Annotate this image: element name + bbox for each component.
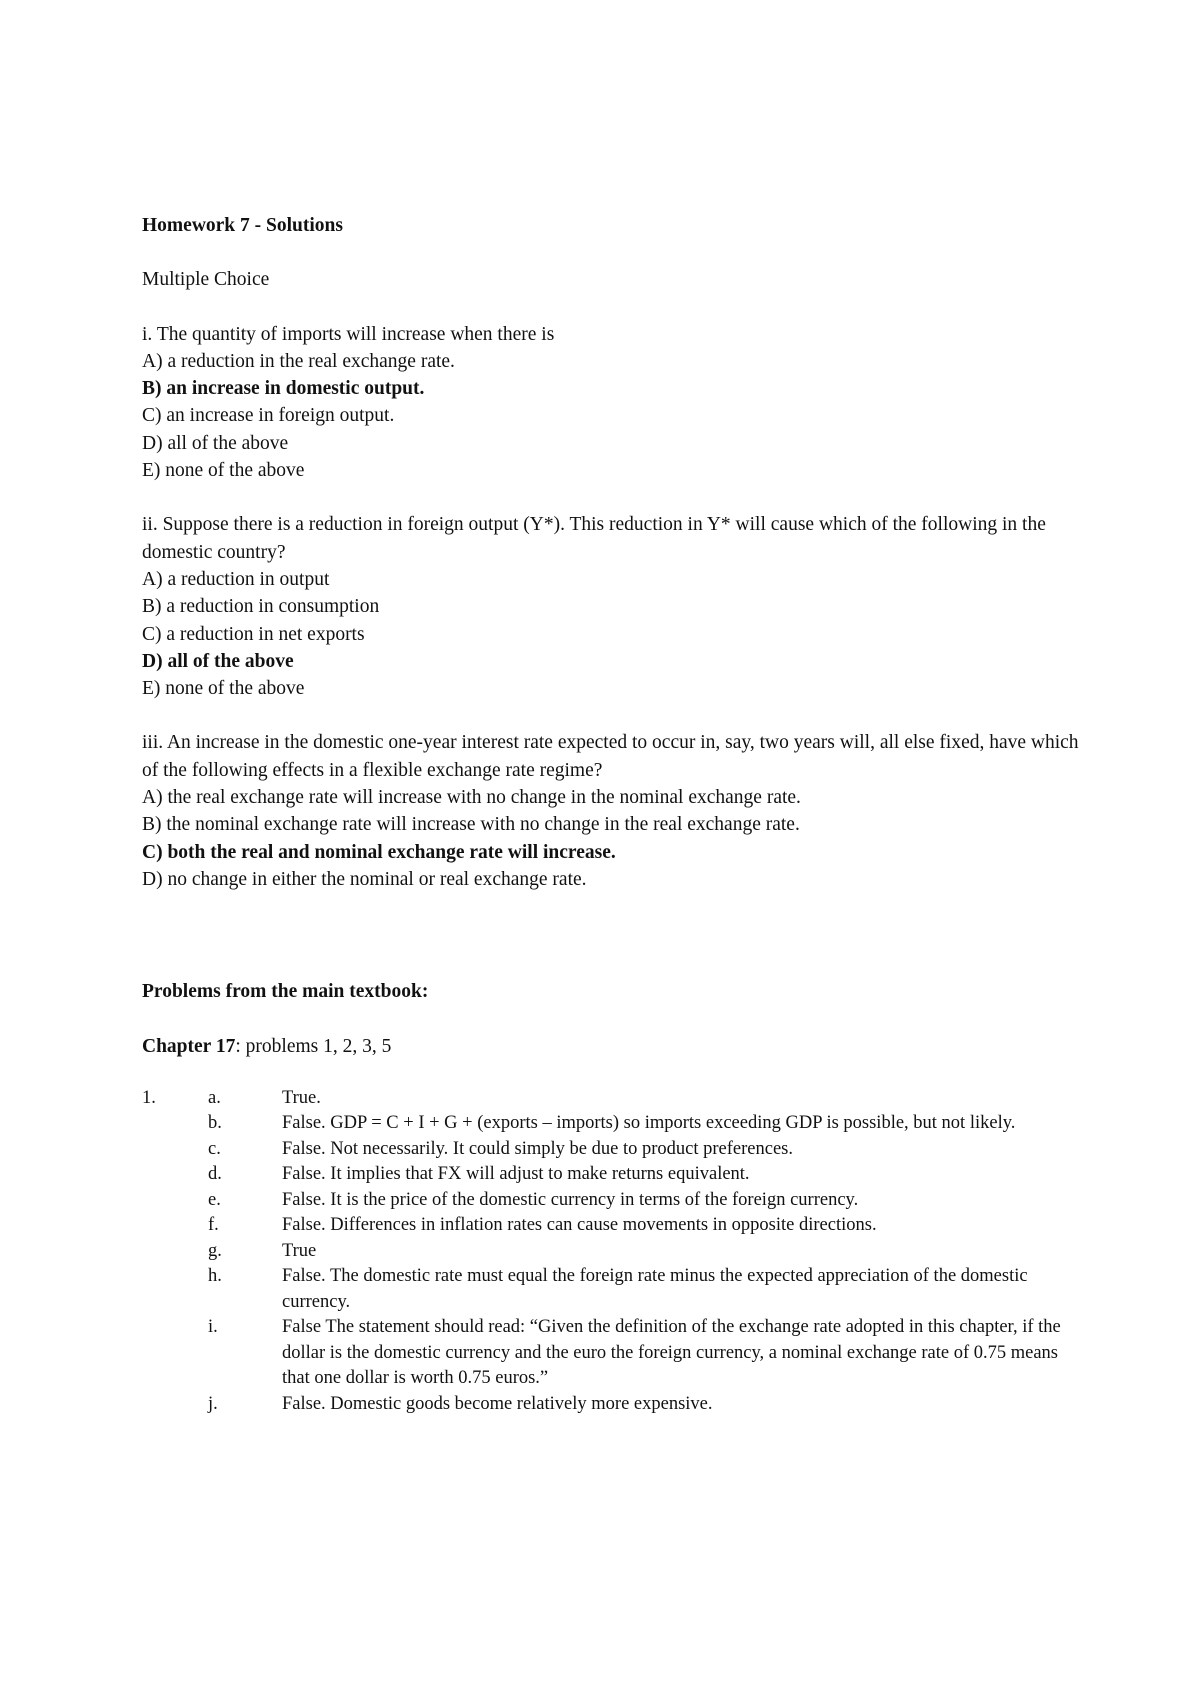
chapter-problems: : problems 1, 2, 3, 5: [235, 1035, 392, 1057]
answer-text: False The statement should read: “Given the definition of the exchange rate adopted in this chapter, if the dollar is the domestic currency and the euro the foreign currency, a nominal exchange rate of 0.75 means that one dollar is worth 0.75 euros.”: [282, 1317, 1061, 1389]
option-a: A) a reduction in output: [142, 568, 330, 590]
option-e: E) none of the above: [142, 460, 305, 482]
question-stem: i. The quantity of imports will increase when there is: [142, 323, 555, 345]
question-3: [142, 729, 1082, 893]
answer-letter: h.: [208, 1266, 222, 1287]
list-item: [142, 1239, 1082, 1265]
option-c: C) a reduction in net exports: [142, 623, 365, 645]
option-b: B) the nominal exchange rate will increase with no change in the real exchange rate.: [142, 814, 800, 836]
answer-letter: i.: [208, 1317, 218, 1338]
list-item: [142, 1315, 1082, 1392]
answer-letter: e.: [208, 1189, 221, 1210]
answer-text: False. Not necessarily. It could simply be due to product preferences.: [282, 1138, 793, 1159]
chapter-line: [142, 1033, 1082, 1060]
answer-text: False. It is the price of the domestic currency in terms of the foreign currency.: [282, 1189, 859, 1210]
section-multiple-choice: Multiple Choice: [142, 269, 270, 291]
list-item: [142, 1162, 1082, 1188]
option-c: C) an increase in foreign output.: [142, 405, 395, 427]
list-item: [142, 1213, 1082, 1239]
document-title: Homework 7 - Solutions: [142, 215, 343, 236]
answer-letter: j.: [208, 1393, 218, 1414]
answer-text: True.: [282, 1087, 321, 1108]
list-item: [142, 1086, 1082, 1112]
problems-heading: Problems from the main textbook:: [142, 981, 429, 1003]
option-b: B) a reduction in consumption: [142, 596, 380, 618]
answer-letter: b.: [208, 1113, 222, 1134]
answer-text: True: [282, 1240, 317, 1261]
list-item: [142, 1137, 1082, 1163]
list-item: [142, 1392, 1082, 1418]
list-item: [142, 1264, 1082, 1315]
question-2: [142, 511, 1082, 702]
answer-text: False. Domestic goods become relatively more expensive.: [282, 1393, 713, 1414]
answer-letter: g.: [208, 1240, 222, 1261]
option-b-correct: B) an increase in domestic output.: [142, 378, 425, 400]
answer-text: False. It implies that FX will adjust to make returns equivalent.: [282, 1164, 750, 1185]
answer-letter: c.: [208, 1138, 221, 1159]
answer-letter: f.: [208, 1215, 219, 1236]
option-d: D) all of the above: [142, 432, 289, 454]
answer-text: False. GDP = C + I + G + (exports – imports) so imports exceeding GDP is possible, but not likely.: [282, 1113, 1016, 1134]
option-a: A) the real exchange rate will increase with no change in the nominal exchange rate.: [142, 787, 801, 809]
answer-letter: d.: [208, 1164, 222, 1185]
chapter-label: Chapter 17: [142, 1035, 236, 1057]
question-1: [142, 321, 1082, 485]
question-stem: ii. Suppose there is a reduction in foreign output (Y*). This reduction in Y* will cause which of the following in the domestic country?: [142, 514, 1046, 563]
answer-list: [142, 1086, 1082, 1418]
answer-text: False. The domestic rate must equal the foreign rate minus the expected appreciation of the domestic currency.: [282, 1266, 1028, 1312]
answer-text: False. Differences in inflation rates can cause movements in opposite directions.: [282, 1215, 877, 1236]
option-d: D) no change in either the nominal or real exchange rate.: [142, 868, 587, 890]
option-a: A) a reduction in the real exchange rate.: [142, 350, 455, 372]
question-stem: iii. An increase in the domestic one-year interest rate expected to occur in, say, two years will, all else fixed, have which of the following effects in a flexible exchange rate regime?: [142, 732, 1079, 781]
list-item: [142, 1111, 1082, 1137]
list-item: [142, 1188, 1082, 1214]
answer-number: 1.: [142, 1087, 156, 1108]
option-e: E) none of the above: [142, 678, 305, 700]
answer-letter: a.: [208, 1087, 221, 1108]
option-d-correct: D) all of the above: [142, 650, 294, 672]
document-page: [142, 212, 1082, 1417]
option-c-correct: C) both the real and nominal exchange rate will increase.: [142, 841, 616, 863]
